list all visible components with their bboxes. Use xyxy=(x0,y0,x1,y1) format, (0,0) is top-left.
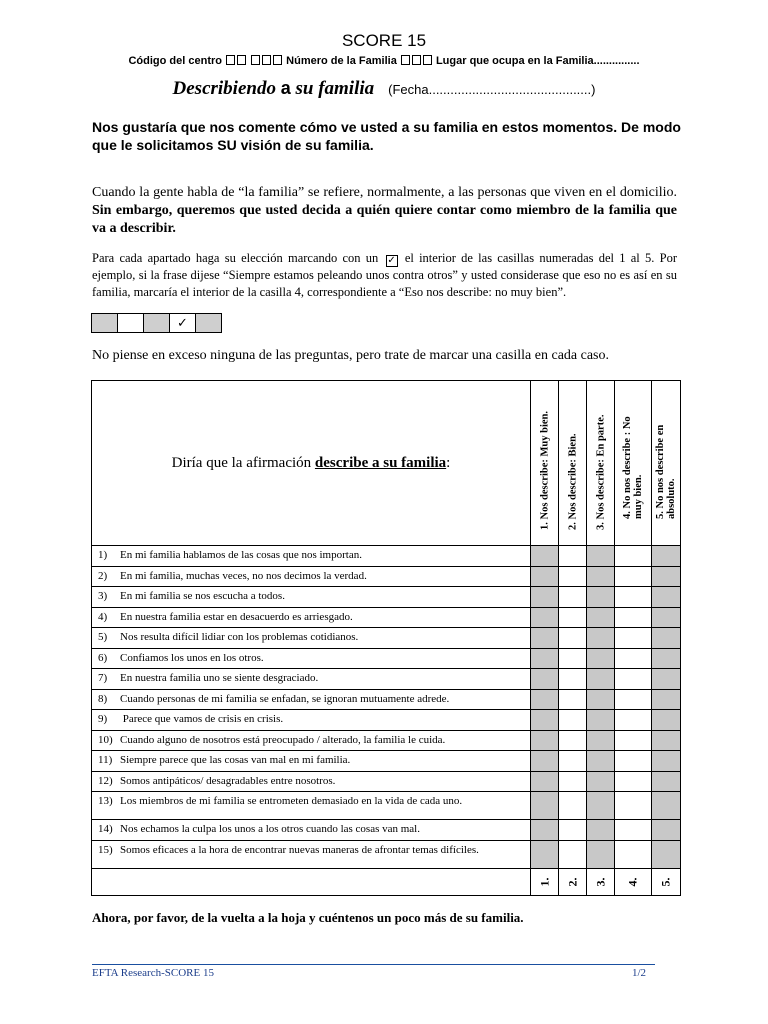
question-cell xyxy=(92,792,531,820)
answer-box-2[interactable] xyxy=(559,587,587,608)
question-number: 14) xyxy=(98,823,113,835)
instructions-paragraph xyxy=(92,184,677,238)
answer-box-5[interactable] xyxy=(652,689,681,710)
answer-box-5[interactable] xyxy=(652,751,681,772)
answer-box-1[interactable] xyxy=(531,689,559,710)
question-cell xyxy=(92,628,531,649)
footer-number-1-text: 1. xyxy=(537,877,551,886)
footer-number-3-text: 3. xyxy=(593,877,607,886)
table-row xyxy=(92,689,681,710)
table-row xyxy=(92,566,681,587)
question-cell xyxy=(92,820,531,841)
answer-box-5[interactable] xyxy=(652,730,681,751)
answer-box-3[interactable] xyxy=(587,607,615,628)
question-text: En mi familia, muchas veces, no nos decimos la verdad. xyxy=(120,569,367,582)
answer-box-5[interactable] xyxy=(652,710,681,731)
question-number: 6) xyxy=(98,651,108,664)
question-text: En mi familia se nos escucha a todos. xyxy=(120,590,285,602)
question-number: 5) xyxy=(98,631,108,643)
column-header-5 xyxy=(652,381,681,546)
para2-after: el interior de las casillas numeradas del 1 al 5. Por ejemplo, si la frase dijese “Siempre estamos peleando unos contra otros” y usted considerase que eso no es así en su familia, marcaría el interior de la casilla 4, correspondiente a “Eso nos describe: no muy bien”. xyxy=(92,251,678,299)
answer-box-4[interactable] xyxy=(615,751,652,772)
question-text: Somos eficaces a la hora de encontrar nuevas maneras de afrontar temas difíciles. xyxy=(120,843,479,856)
heading-part3: su familia xyxy=(295,78,375,99)
answer-box-1[interactable] xyxy=(531,628,559,649)
heading-part1: Describiendo xyxy=(172,78,276,99)
answer-box-1[interactable] xyxy=(531,730,559,751)
answer-box-2[interactable] xyxy=(559,710,587,731)
note-text: No piense en exceso ninguna de las preguntas, pero trate de marcar una casilla en cada caso. xyxy=(92,348,609,363)
answer-box-1[interactable] xyxy=(531,566,559,587)
answer-box-4[interactable] xyxy=(615,840,652,868)
footer-left: EFTA Research-SCORE 15 xyxy=(92,967,214,979)
question-cell xyxy=(92,689,531,710)
answer-box-4[interactable] xyxy=(615,820,652,841)
answer-box-3[interactable] xyxy=(587,669,615,690)
question-number: 1) xyxy=(98,549,108,561)
lugar-label: Lugar que ocupa en la Familia............... xyxy=(435,55,640,67)
question-text: Cuando alguno de nosotros está preocupado / alterado, la familia le cuida. xyxy=(120,733,446,746)
question-cell xyxy=(92,771,531,792)
table-row xyxy=(92,669,681,690)
answer-box-5[interactable] xyxy=(652,566,681,587)
answer-box-3[interactable] xyxy=(587,792,615,820)
table-row xyxy=(92,751,681,772)
question-text: Siempre parece que las cosas van mal en mi familia. xyxy=(120,754,351,766)
answer-box-3[interactable] xyxy=(587,840,615,868)
answer-box-4[interactable] xyxy=(615,648,652,669)
answer-box-2[interactable] xyxy=(559,648,587,669)
question-cell xyxy=(92,840,531,868)
answer-box-4[interactable] xyxy=(615,587,652,608)
question-text: Cuando personas de mi familia se enfadan, se ignoran mutuamente adrede. xyxy=(120,692,450,705)
fecha-field[interactable]: (Fecha.............................................) xyxy=(388,82,596,97)
answer-box-1[interactable] xyxy=(531,669,559,690)
answer-box-1[interactable] xyxy=(531,607,559,628)
table-row xyxy=(92,710,681,731)
table-prompt xyxy=(92,381,531,546)
column-header-2 xyxy=(559,381,587,546)
checkbox-example-icon: ✓ xyxy=(387,255,396,266)
answer-box-5[interactable] xyxy=(652,820,681,841)
footer-number-4 xyxy=(615,868,652,895)
prompt-after: : xyxy=(446,454,451,471)
answer-box-2[interactable] xyxy=(559,566,587,587)
answer-box-2[interactable] xyxy=(559,840,587,868)
question-text: Nos echamos la culpa los unos a los otros cuando las cosas van mal. xyxy=(120,823,420,835)
answer-box-3[interactable] xyxy=(587,751,615,772)
table-row xyxy=(92,587,681,608)
column-header-2-text: 2. Nos describe: Bien. xyxy=(567,433,578,530)
question-cell xyxy=(92,648,531,669)
column-header-4-text: 4. No nos describe : No muy bien. xyxy=(622,416,644,519)
question-number: 11) xyxy=(98,754,113,766)
answer-box-1[interactable] xyxy=(531,771,559,792)
table-row xyxy=(92,546,681,567)
example-box-2 xyxy=(118,314,144,332)
question-cell xyxy=(92,669,531,690)
table-header-row xyxy=(92,381,681,546)
document-title: SCORE 15 xyxy=(341,31,427,50)
answer-box-4[interactable] xyxy=(615,792,652,820)
question-cell xyxy=(92,730,531,751)
answer-box-1[interactable] xyxy=(531,751,559,772)
answer-box-2[interactable] xyxy=(559,820,587,841)
question-text: En nuestra familia estar en desacuerdo es arriesgado. xyxy=(120,610,353,623)
answer-box-3[interactable] xyxy=(587,546,615,567)
answer-box-3[interactable] xyxy=(587,587,615,608)
codigo-label: Código del centro xyxy=(128,55,222,67)
prompt-underlined: describe a su familia xyxy=(314,454,447,471)
column-header-5-text: 5. No nos describe en absoluto. xyxy=(655,424,677,519)
question-number: 15) xyxy=(98,843,113,856)
table-row xyxy=(92,628,681,649)
numero-boxes[interactable] xyxy=(400,55,433,67)
footer-number-2-text: 2. xyxy=(565,877,579,886)
question-text: En nuestra familia uno se siente desgraciado. xyxy=(120,672,319,684)
question-number: 9) xyxy=(98,713,108,725)
footer-number-5 xyxy=(652,868,681,895)
intro-text: Nos gustaría que nos comente cómo ve usted a su familia en estos momentos. De modo que le solicitamos SU visión de su familia. xyxy=(92,119,681,153)
column-header-3-text: 3. Nos describe: En parte. xyxy=(595,414,606,530)
answer-box-4[interactable] xyxy=(615,607,652,628)
footer-divider xyxy=(92,964,655,965)
answer-box-4[interactable] xyxy=(615,730,652,751)
answer-box-2[interactable] xyxy=(559,546,587,567)
answer-box-3[interactable] xyxy=(587,566,615,587)
answer-box-1[interactable] xyxy=(531,648,559,669)
para2-before: Para cada apartado haga su elección marcando con un xyxy=(92,251,379,265)
answer-box-2[interactable] xyxy=(559,628,587,649)
question-number: 10) xyxy=(98,733,113,746)
question-cell xyxy=(92,751,531,772)
question-text: Nos resulta difícil lidiar con los problemas cotidianos. xyxy=(120,631,359,643)
answer-box-5[interactable] xyxy=(652,771,681,792)
answer-box-4[interactable] xyxy=(615,771,652,792)
answer-box-1[interactable] xyxy=(531,546,559,567)
answer-box-4[interactable] xyxy=(615,566,652,587)
answer-box-2[interactable] xyxy=(559,689,587,710)
answer-box-3[interactable] xyxy=(587,710,615,731)
answer-box-4[interactable] xyxy=(615,689,652,710)
answer-box-1[interactable] xyxy=(531,587,559,608)
column-header-1-text: 1. Nos describe: Muy bien. xyxy=(539,411,550,530)
question-text: En mi familia hablamos de las cosas que nos importan. xyxy=(120,549,362,561)
table-row xyxy=(92,730,681,751)
para1-normal: Cuando la gente habla de “la familia” se refiere, normalmente, a las personas que viven en el domicilio. xyxy=(92,185,677,200)
answer-box-4[interactable] xyxy=(615,669,652,690)
prompt-before: Diría que la afirmación xyxy=(171,454,315,471)
answer-box-3[interactable] xyxy=(587,689,615,710)
footer-number-5-text: 5. xyxy=(658,877,673,886)
table-row xyxy=(92,771,681,792)
question-cell xyxy=(92,710,531,731)
table-row xyxy=(92,820,681,841)
question-text: Parece que vamos de crisis en crisis. xyxy=(120,713,284,725)
answer-box-5[interactable] xyxy=(652,607,681,628)
table-row xyxy=(92,792,681,820)
question-cell xyxy=(92,587,531,608)
question-cell xyxy=(92,566,531,587)
answer-box-3[interactable] xyxy=(587,771,615,792)
footer-number-3 xyxy=(587,868,615,895)
example-box-5 xyxy=(196,314,221,332)
code-fields-line xyxy=(0,55,768,67)
answer-box-5[interactable] xyxy=(652,840,681,868)
question-number: 2) xyxy=(98,569,108,582)
column-header-3 xyxy=(587,381,615,546)
answer-box-4[interactable] xyxy=(615,710,652,731)
question-number: 8) xyxy=(98,692,108,705)
answer-box-3[interactable] xyxy=(587,820,615,841)
footer-number-4-text: 4. xyxy=(625,877,640,886)
table-row xyxy=(92,840,681,868)
answer-box-2[interactable] xyxy=(559,730,587,751)
answer-box-4[interactable] xyxy=(615,546,652,567)
answer-box-3[interactable] xyxy=(587,730,615,751)
heading-part2: a xyxy=(280,78,291,98)
section-heading xyxy=(0,78,768,100)
example-checkbox-row xyxy=(91,313,222,333)
answer-box-5[interactable] xyxy=(652,669,681,690)
closing-text: Ahora, por favor, de la vuelta a la hoja y cuéntenos un poco más de su familia. xyxy=(92,910,524,925)
question-text: Somos antipáticos/ desagradables entre nosotros. xyxy=(120,774,336,787)
footer-number-1 xyxy=(531,868,559,895)
answer-box-2[interactable] xyxy=(559,771,587,792)
question-number: 12) xyxy=(98,774,113,787)
column-header-4 xyxy=(615,381,652,546)
answer-box-3[interactable] xyxy=(587,628,615,649)
table-row xyxy=(92,607,681,628)
question-number: 7) xyxy=(98,672,108,684)
answer-box-1[interactable] xyxy=(531,792,559,820)
answer-box-5[interactable] xyxy=(652,648,681,669)
codigo-boxes[interactable] xyxy=(225,55,283,67)
table-footer-row xyxy=(92,868,681,895)
answer-box-4[interactable] xyxy=(615,628,652,649)
footer-page: 1/2 xyxy=(632,967,647,979)
example-box-4-checked: ✓ xyxy=(170,314,196,332)
footer-empty-cell xyxy=(92,868,531,895)
para1-bold: Sin embargo, queremos que usted decida a quién quiere contar como miembro de la familia que va a describir. xyxy=(92,203,677,236)
answer-box-5[interactable] xyxy=(652,587,681,608)
question-cell xyxy=(92,546,531,567)
marking-instructions xyxy=(92,250,677,301)
answer-box-2[interactable] xyxy=(559,669,587,690)
example-box-1 xyxy=(92,314,118,332)
answer-box-5[interactable] xyxy=(652,628,681,649)
answer-box-3[interactable] xyxy=(587,648,615,669)
column-header-1 xyxy=(531,381,559,546)
questionnaire-table xyxy=(91,380,681,896)
answer-box-1[interactable] xyxy=(531,710,559,731)
answer-box-2[interactable] xyxy=(559,607,587,628)
answer-box-1[interactable] xyxy=(531,840,559,868)
example-box-3 xyxy=(144,314,170,332)
answer-box-5[interactable] xyxy=(652,792,681,820)
answer-box-1[interactable] xyxy=(531,820,559,841)
question-number: 4) xyxy=(98,610,108,623)
question-text: Los miembros de mi familia se entrometen demasiado en la vida de cada uno. xyxy=(120,795,463,807)
footer-number-2 xyxy=(559,868,587,895)
question-number: 13) xyxy=(98,795,113,807)
question-text: Confiamos los unos en los otros. xyxy=(120,651,264,664)
question-number: 3) xyxy=(98,590,108,602)
table-row xyxy=(92,648,681,669)
answer-box-2[interactable] xyxy=(559,792,587,820)
answer-box-2[interactable] xyxy=(559,751,587,772)
answer-box-5[interactable] xyxy=(652,546,681,567)
numero-label: Número de la Familia xyxy=(286,55,397,67)
question-cell xyxy=(92,607,531,628)
